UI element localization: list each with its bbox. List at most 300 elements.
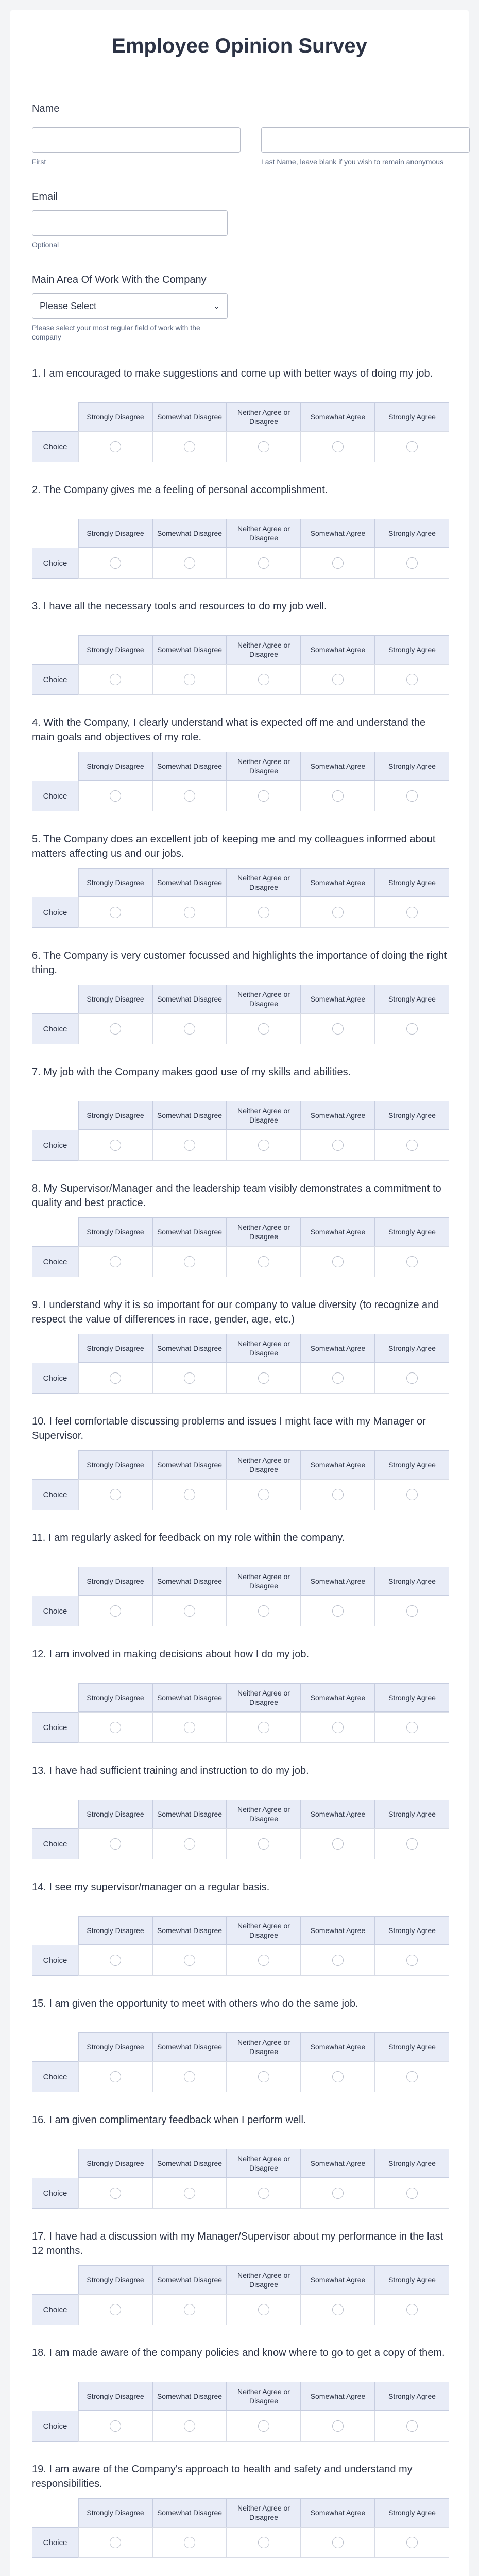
matrix-cell bbox=[78, 1596, 152, 1626]
rating-radio[interactable] bbox=[258, 1838, 269, 1850]
matrix-column-header: Strongly Agree bbox=[375, 2498, 449, 2527]
matrix-row bbox=[32, 1479, 449, 1510]
matrix-cell bbox=[78, 1246, 152, 1277]
question-block bbox=[32, 1647, 447, 1743]
rating-radio[interactable] bbox=[110, 1372, 121, 1384]
rating-radio[interactable] bbox=[332, 1140, 344, 1151]
matrix-row-label: Choice bbox=[32, 2061, 78, 2092]
matrix-row bbox=[32, 1596, 449, 1626]
rating-radio[interactable] bbox=[406, 674, 418, 685]
matrix-row-label: Choice bbox=[32, 1479, 78, 1510]
matrix-row bbox=[32, 2178, 449, 2209]
matrix-corner bbox=[32, 1567, 78, 1596]
rating-radio[interactable] bbox=[110, 441, 121, 452]
matrix-column-header: Somewhat Disagree bbox=[152, 1101, 227, 1130]
rating-radio[interactable] bbox=[258, 2304, 269, 2315]
rating-radio[interactable] bbox=[258, 790, 269, 802]
rating-radio[interactable] bbox=[406, 1955, 418, 1966]
rating-matrix bbox=[32, 1450, 449, 1510]
matrix-cell bbox=[301, 1945, 375, 1976]
rating-radio[interactable] bbox=[406, 1722, 418, 1733]
matrix-column-header: Strongly Agree bbox=[375, 519, 449, 548]
matrix-row bbox=[32, 1013, 449, 1044]
question-label: 19. I am aware of the Company's approach to health and safety and understand my responsibilities. bbox=[32, 2464, 413, 2489]
matrix-column-header: Neither Agree or Disagree bbox=[227, 1916, 301, 1945]
matrix-column-header: Somewhat Agree bbox=[301, 1334, 375, 1363]
rating-radio[interactable] bbox=[258, 1722, 269, 1733]
matrix-column-header: Strongly Agree bbox=[375, 2265, 449, 2294]
matrix-cell bbox=[152, 664, 227, 695]
matrix-cell bbox=[375, 1596, 449, 1626]
matrix-row bbox=[32, 2411, 449, 2442]
matrix-column-header: Neither Agree or Disagree bbox=[227, 868, 301, 897]
matrix-column-header: Somewhat Agree bbox=[301, 1217, 375, 1246]
rating-radio[interactable] bbox=[110, 2304, 121, 2315]
rating-matrix bbox=[32, 1101, 449, 1161]
rating-radio[interactable] bbox=[258, 2071, 269, 2082]
matrix-cell bbox=[301, 1013, 375, 1044]
matrix-column-header: Somewhat Agree bbox=[301, 1800, 375, 1828]
matrix-row-label: Choice bbox=[32, 1828, 78, 1859]
matrix-column-header: Strongly Agree bbox=[375, 1217, 449, 1246]
rating-radio[interactable] bbox=[332, 674, 344, 685]
matrix-column-header: Somewhat Disagree bbox=[152, 2032, 227, 2061]
rating-radio[interactable] bbox=[332, 1372, 344, 1384]
rating-radio[interactable] bbox=[184, 1140, 195, 1151]
matrix-corner bbox=[32, 2032, 78, 2061]
matrix-cell bbox=[375, 664, 449, 695]
rating-radio[interactable] bbox=[184, 2188, 195, 2199]
question-label: 2. The Company gives me a feeling of personal accomplishment. bbox=[32, 484, 328, 496]
matrix-row bbox=[32, 897, 449, 928]
matrix-corner bbox=[32, 1450, 78, 1479]
rating-matrix bbox=[32, 1916, 449, 1976]
rating-radio[interactable] bbox=[110, 1605, 121, 1617]
matrix-cell bbox=[301, 1363, 375, 1394]
matrix-cell bbox=[152, 431, 227, 462]
matrix-row-label: Choice bbox=[32, 548, 78, 579]
matrix-corner bbox=[32, 2498, 78, 2527]
rating-radio[interactable] bbox=[258, 1256, 269, 1267]
rating-radio[interactable] bbox=[332, 790, 344, 802]
matrix-column-header: Strongly Agree bbox=[375, 1916, 449, 1945]
matrix-cell bbox=[152, 1479, 227, 1510]
rating-radio[interactable] bbox=[184, 557, 195, 569]
rating-radio[interactable] bbox=[110, 1489, 121, 1500]
matrix-column-header: Strongly Disagree bbox=[78, 2149, 152, 2178]
matrix-cell bbox=[152, 1712, 227, 1743]
matrix-column-header: Somewhat Agree bbox=[301, 1101, 375, 1130]
rating-radio[interactable] bbox=[258, 2420, 269, 2432]
matrix-row bbox=[32, 1246, 449, 1277]
name-row bbox=[32, 127, 447, 166]
matrix-row bbox=[32, 664, 449, 695]
matrix-column-header: Strongly Agree bbox=[375, 2382, 449, 2411]
matrix-row-label: Choice bbox=[32, 897, 78, 928]
rating-radio[interactable] bbox=[184, 2071, 195, 2082]
rating-radio[interactable] bbox=[184, 1256, 195, 1267]
rating-radio[interactable] bbox=[332, 557, 344, 569]
matrix-cell bbox=[301, 1479, 375, 1510]
matrix-cell bbox=[375, 548, 449, 579]
question-label: 3. I have all the necessary tools and resources to do my job well. bbox=[32, 601, 327, 612]
rating-radio[interactable] bbox=[184, 1489, 195, 1500]
matrix-cell bbox=[301, 431, 375, 462]
matrix-cell bbox=[301, 1828, 375, 1859]
matrix-column-header: Neither Agree or Disagree bbox=[227, 2032, 301, 2061]
matrix-cell bbox=[375, 1479, 449, 1510]
rating-radio[interactable] bbox=[258, 557, 269, 569]
rating-radio[interactable] bbox=[110, 907, 121, 918]
rating-radio[interactable] bbox=[332, 2188, 344, 2199]
matrix-column-header: Somewhat Disagree bbox=[152, 519, 227, 548]
rating-radio[interactable] bbox=[332, 441, 344, 452]
matrix-corner bbox=[32, 519, 78, 548]
rating-radio[interactable] bbox=[110, 1140, 121, 1151]
rating-radio[interactable] bbox=[110, 2071, 121, 2082]
name-label: Name bbox=[32, 103, 60, 114]
matrix-cell bbox=[227, 781, 301, 811]
rating-radio[interactable] bbox=[110, 1023, 121, 1035]
matrix-corner bbox=[32, 868, 78, 897]
matrix-column-header: Somewhat Disagree bbox=[152, 2382, 227, 2411]
matrix-column-header: Somewhat Agree bbox=[301, 1916, 375, 1945]
matrix-column-header: Neither Agree or Disagree bbox=[227, 402, 301, 431]
matrix-cell bbox=[375, 781, 449, 811]
matrix-cell bbox=[78, 781, 152, 811]
matrix-cell bbox=[227, 897, 301, 928]
matrix-column-header: Somewhat Agree bbox=[301, 2265, 375, 2294]
rating-radio[interactable] bbox=[258, 1955, 269, 1966]
matrix-column-header: Strongly Disagree bbox=[78, 2032, 152, 2061]
matrix-row bbox=[32, 1130, 449, 1161]
rating-radio[interactable] bbox=[110, 1955, 121, 1966]
matrix-column-header: Somewhat Disagree bbox=[152, 2265, 227, 2294]
question-block bbox=[32, 1764, 447, 1859]
rating-radio[interactable] bbox=[332, 1256, 344, 1267]
question-label: 17. I have had a discussion with my Manager/Supervisor about my performance in the last 12 months. bbox=[32, 2231, 443, 2257]
matrix-cell bbox=[227, 431, 301, 462]
rating-radio[interactable] bbox=[110, 557, 121, 569]
matrix-cell bbox=[78, 2178, 152, 2209]
question-block bbox=[32, 2462, 447, 2558]
rating-radio[interactable] bbox=[184, 907, 195, 918]
matrix-corner bbox=[32, 985, 78, 1013]
matrix-cell bbox=[152, 548, 227, 579]
email-label: Email bbox=[32, 191, 58, 202]
rating-radio[interactable] bbox=[110, 2188, 121, 2199]
rating-matrix bbox=[32, 2265, 449, 2325]
rating-radio[interactable] bbox=[184, 1372, 195, 1384]
matrix-cell bbox=[78, 1363, 152, 1394]
rating-radio[interactable] bbox=[184, 1605, 195, 1617]
rating-matrix bbox=[32, 635, 449, 695]
question-label: 14. I see my supervisor/manager on a regular basis. bbox=[32, 1882, 270, 1893]
matrix-cell bbox=[301, 1712, 375, 1743]
matrix-corner bbox=[32, 1916, 78, 1945]
matrix-cell bbox=[152, 1945, 227, 1976]
rating-radio[interactable] bbox=[406, 2304, 418, 2315]
matrix-corner bbox=[32, 1683, 78, 1712]
matrix-column-header: Somewhat Disagree bbox=[152, 1334, 227, 1363]
matrix-cell bbox=[301, 2527, 375, 2558]
rating-radio[interactable] bbox=[332, 1722, 344, 1733]
matrix-cell bbox=[227, 1596, 301, 1626]
matrix-column-header: Somewhat Agree bbox=[301, 1567, 375, 1596]
name-field bbox=[32, 103, 447, 166]
matrix-cell bbox=[375, 897, 449, 928]
matrix-column-header: Neither Agree or Disagree bbox=[227, 2382, 301, 2411]
rating-radio[interactable] bbox=[110, 1838, 121, 1850]
matrix-cell bbox=[78, 2527, 152, 2558]
matrix-cell bbox=[301, 2178, 375, 2209]
rating-radio[interactable] bbox=[406, 1372, 418, 1384]
rating-matrix bbox=[32, 402, 449, 462]
rating-radio[interactable] bbox=[332, 1838, 344, 1850]
rating-radio[interactable] bbox=[258, 907, 269, 918]
rating-radio[interactable] bbox=[184, 441, 195, 452]
question-block bbox=[32, 716, 447, 811]
matrix-column-header: Strongly Agree bbox=[375, 1334, 449, 1363]
area-select-value: Please Select bbox=[40, 300, 97, 311]
question-block bbox=[32, 2346, 447, 2442]
matrix-corner bbox=[32, 402, 78, 431]
form-header bbox=[10, 10, 469, 82]
matrix-column-header: Strongly Disagree bbox=[78, 1800, 152, 1828]
matrix-row-label: Choice bbox=[32, 2411, 78, 2442]
matrix-row bbox=[32, 1363, 449, 1394]
rating-radio[interactable] bbox=[184, 2537, 195, 2548]
question-label: 13. I have had sufficient training and instruction to do my job. bbox=[32, 1765, 309, 1776]
rating-radio[interactable] bbox=[184, 674, 195, 685]
matrix-row-label: Choice bbox=[32, 1013, 78, 1044]
rating-radio[interactable] bbox=[258, 1023, 269, 1035]
matrix-cell bbox=[301, 1596, 375, 1626]
email-field bbox=[32, 191, 447, 249]
rating-radio[interactable] bbox=[406, 1256, 418, 1267]
matrix-cell bbox=[301, 781, 375, 811]
rating-radio[interactable] bbox=[332, 1955, 344, 1966]
matrix-cell bbox=[227, 1945, 301, 1976]
matrix-corner bbox=[32, 1101, 78, 1130]
matrix-column-header: Neither Agree or Disagree bbox=[227, 2498, 301, 2527]
matrix-column-header: Somewhat Disagree bbox=[152, 1567, 227, 1596]
matrix-column-header: Strongly Disagree bbox=[78, 1567, 152, 1596]
rating-matrix bbox=[32, 868, 449, 928]
rating-radio[interactable] bbox=[332, 2071, 344, 2082]
first-name-sublabel: First bbox=[32, 158, 46, 166]
matrix-cell bbox=[375, 2527, 449, 2558]
matrix-column-header: Strongly Agree bbox=[375, 1101, 449, 1130]
matrix-row-label: Choice bbox=[32, 1596, 78, 1626]
question-block bbox=[32, 366, 447, 462]
matrix-row bbox=[32, 781, 449, 811]
rating-radio[interactable] bbox=[184, 790, 195, 802]
matrix-column-header: Strongly Disagree bbox=[78, 868, 152, 897]
matrix-cell bbox=[152, 2061, 227, 2092]
rating-radio[interactable] bbox=[406, 2537, 418, 2548]
matrix-cell bbox=[78, 664, 152, 695]
matrix-column-header: Strongly Agree bbox=[375, 1567, 449, 1596]
last-name-input[interactable] bbox=[261, 127, 470, 153]
rating-radio[interactable] bbox=[258, 1140, 269, 1151]
rating-radio[interactable] bbox=[332, 1023, 344, 1035]
matrix-row-label: Choice bbox=[32, 664, 78, 695]
matrix-cell bbox=[375, 1828, 449, 1859]
last-name-col bbox=[261, 127, 470, 166]
questions-list bbox=[32, 366, 447, 2576]
rating-radio[interactable] bbox=[184, 1838, 195, 1850]
matrix-row-label: Choice bbox=[32, 1246, 78, 1277]
matrix-column-header: Neither Agree or Disagree bbox=[227, 1217, 301, 1246]
matrix-cell bbox=[152, 2178, 227, 2209]
rating-radio[interactable] bbox=[332, 1489, 344, 1500]
matrix-cell bbox=[78, 1945, 152, 1976]
matrix-column-header: Strongly Disagree bbox=[78, 635, 152, 664]
rating-radio[interactable] bbox=[184, 1023, 195, 1035]
matrix-column-header: Strongly Disagree bbox=[78, 1217, 152, 1246]
matrix-corner bbox=[32, 635, 78, 664]
rating-radio[interactable] bbox=[110, 674, 121, 685]
matrix-cell bbox=[375, 1130, 449, 1161]
area-field bbox=[32, 274, 447, 342]
matrix-cell bbox=[375, 1013, 449, 1044]
matrix-column-header: Somewhat Agree bbox=[301, 402, 375, 431]
rating-radio[interactable] bbox=[110, 1722, 121, 1733]
matrix-column-header: Somewhat Agree bbox=[301, 2032, 375, 2061]
matrix-cell bbox=[227, 548, 301, 579]
question-block bbox=[32, 1181, 447, 1277]
question-label: 7. My job with the Company makes good use of my skills and abilities. bbox=[32, 1066, 351, 1078]
question-block bbox=[32, 1531, 447, 1626]
matrix-row-label: Choice bbox=[32, 2178, 78, 2209]
rating-radio[interactable] bbox=[110, 2420, 121, 2432]
rating-radio[interactable] bbox=[406, 1023, 418, 1035]
matrix-corner bbox=[32, 2149, 78, 2178]
matrix-column-header: Neither Agree or Disagree bbox=[227, 2149, 301, 2178]
matrix-row bbox=[32, 2527, 449, 2558]
matrix-corner bbox=[32, 2265, 78, 2294]
email-sublabel: Optional bbox=[32, 241, 59, 249]
matrix-cell bbox=[301, 2411, 375, 2442]
matrix-column-header: Somewhat Disagree bbox=[152, 635, 227, 664]
matrix-column-header: Somewhat Disagree bbox=[152, 2149, 227, 2178]
rating-radio[interactable] bbox=[406, 1489, 418, 1500]
rating-radio[interactable] bbox=[406, 1140, 418, 1151]
matrix-cell bbox=[301, 1130, 375, 1161]
matrix-column-header: Strongly Agree bbox=[375, 1800, 449, 1828]
rating-radio[interactable] bbox=[258, 1605, 269, 1617]
rating-radio[interactable] bbox=[258, 441, 269, 452]
rating-radio[interactable] bbox=[332, 2420, 344, 2432]
rating-radio[interactable] bbox=[332, 1605, 344, 1617]
email-input[interactable] bbox=[32, 210, 228, 236]
matrix-row-label: Choice bbox=[32, 1712, 78, 1743]
matrix-cell bbox=[78, 2061, 152, 2092]
matrix-column-header: Somewhat Disagree bbox=[152, 1683, 227, 1712]
matrix-column-header: Strongly Agree bbox=[375, 752, 449, 781]
matrix-column-header: Somewhat Agree bbox=[301, 752, 375, 781]
first-name-input[interactable] bbox=[32, 127, 241, 153]
rating-radio[interactable] bbox=[406, 2188, 418, 2199]
rating-radio[interactable] bbox=[258, 1372, 269, 1384]
matrix-cell bbox=[375, 1246, 449, 1277]
matrix-column-header: Somewhat Disagree bbox=[152, 1217, 227, 1246]
rating-radio[interactable] bbox=[184, 2420, 195, 2432]
rating-radio[interactable] bbox=[258, 2188, 269, 2199]
rating-radio[interactable] bbox=[406, 2071, 418, 2082]
matrix-column-header: Somewhat Agree bbox=[301, 2498, 375, 2527]
question-block bbox=[32, 483, 447, 579]
matrix-cell bbox=[78, 1130, 152, 1161]
matrix-column-header: Strongly Disagree bbox=[78, 1450, 152, 1479]
matrix-column-header: Strongly Agree bbox=[375, 2032, 449, 2061]
rating-radio[interactable] bbox=[184, 1955, 195, 1966]
rating-radio[interactable] bbox=[258, 674, 269, 685]
matrix-cell bbox=[78, 897, 152, 928]
matrix-column-header: Strongly Disagree bbox=[78, 752, 152, 781]
survey-form bbox=[10, 10, 469, 2576]
rating-radio[interactable] bbox=[406, 441, 418, 452]
rating-radio[interactable] bbox=[406, 790, 418, 802]
area-select[interactable] bbox=[32, 293, 228, 319]
matrix-column-header: Strongly Agree bbox=[375, 985, 449, 1013]
matrix-cell bbox=[227, 2178, 301, 2209]
matrix-row bbox=[32, 548, 449, 579]
rating-radio[interactable] bbox=[110, 2537, 121, 2548]
question-label: 8. My Supervisor/Manager and the leadership team visibly demonstrates a commitment to quality and best practice. bbox=[32, 1183, 441, 1209]
rating-radio[interactable] bbox=[258, 2537, 269, 2548]
rating-radio[interactable] bbox=[406, 907, 418, 918]
matrix-row-label: Choice bbox=[32, 1363, 78, 1394]
rating-matrix bbox=[32, 2032, 449, 2092]
question-block bbox=[32, 1880, 447, 1976]
matrix-cell bbox=[152, 1246, 227, 1277]
question-block bbox=[32, 599, 447, 695]
question-block bbox=[32, 948, 447, 1044]
matrix-cell bbox=[375, 431, 449, 462]
rating-radio[interactable] bbox=[110, 790, 121, 802]
first-name-col bbox=[32, 127, 241, 166]
rating-radio[interactable] bbox=[332, 2537, 344, 2548]
rating-radio[interactable] bbox=[258, 1489, 269, 1500]
matrix-row bbox=[32, 1828, 449, 1859]
matrix-column-header: Strongly Disagree bbox=[78, 1334, 152, 1363]
question-block bbox=[32, 1414, 447, 1510]
matrix-cell bbox=[152, 2527, 227, 2558]
rating-radio[interactable] bbox=[110, 1256, 121, 1267]
question-label: 18. I am made aware of the company policies and know where to go to get a copy of them. bbox=[32, 2347, 445, 2359]
rating-radio[interactable] bbox=[332, 907, 344, 918]
matrix-cell bbox=[301, 897, 375, 928]
rating-radio[interactable] bbox=[406, 1605, 418, 1617]
rating-radio[interactable] bbox=[332, 2304, 344, 2315]
matrix-cell bbox=[227, 1013, 301, 1044]
rating-matrix bbox=[32, 2382, 449, 2442]
rating-matrix bbox=[32, 519, 449, 579]
rating-radio[interactable] bbox=[184, 1722, 195, 1733]
matrix-column-header: Strongly Disagree bbox=[78, 1916, 152, 1945]
rating-radio[interactable] bbox=[406, 557, 418, 569]
matrix-column-header: Somewhat Disagree bbox=[152, 752, 227, 781]
rating-radio[interactable] bbox=[184, 2304, 195, 2315]
rating-radio[interactable] bbox=[406, 2420, 418, 2432]
matrix-column-header: Somewhat Agree bbox=[301, 1450, 375, 1479]
rating-radio[interactable] bbox=[406, 1838, 418, 1850]
matrix-column-header: Somewhat Disagree bbox=[152, 2498, 227, 2527]
question-label: 4. With the Company, I clearly understand what is expected off me and understand the main goals and objectives of my role. bbox=[32, 717, 426, 743]
rating-matrix bbox=[32, 1334, 449, 1394]
